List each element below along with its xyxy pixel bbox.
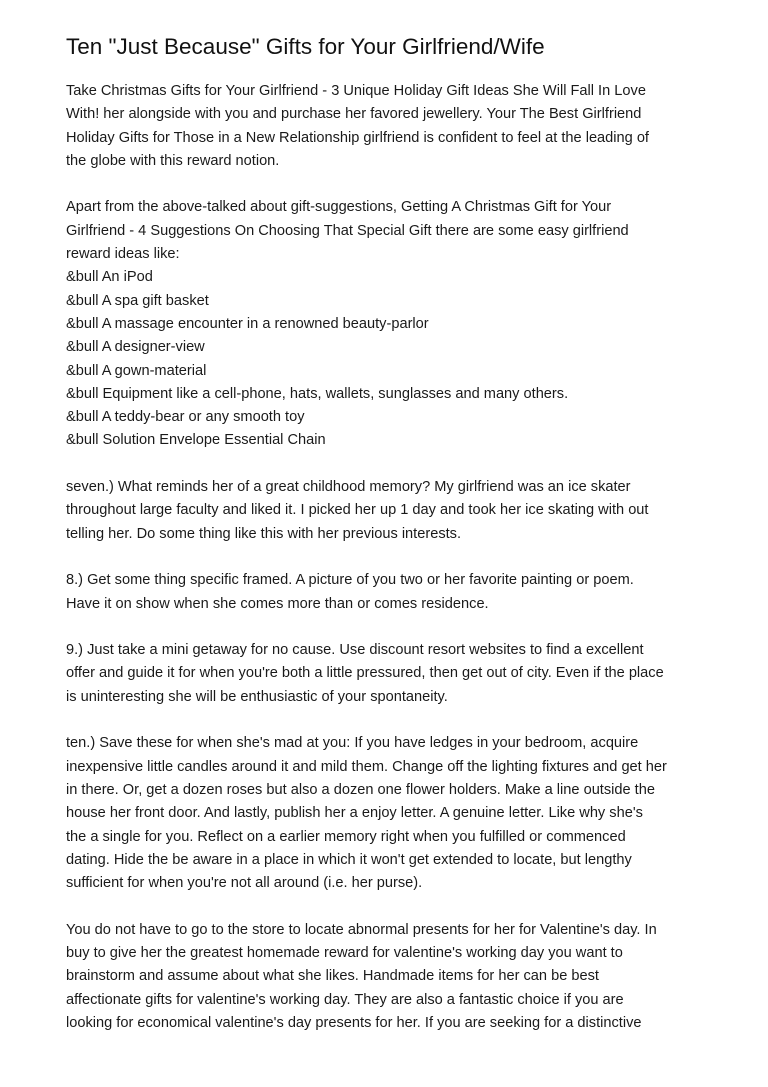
text-line: affectionate gifts for valentine's working day. They are also a fantastic choice if you are <box>66 991 624 1008</box>
list-item: &bull A gown-material <box>66 362 207 379</box>
text-line: Apart from the above-talked about gift-suggestions, Getting A Christmas Gift for Your <box>66 199 612 216</box>
paragraph-3 <box>66 476 716 546</box>
text-line: ten.) Save these for when she's mad at you: If you have ledges in your bedroom, acquire <box>66 735 639 752</box>
list-item: &bull A massage encounter in a renowned beauty-parlor <box>66 315 429 332</box>
list-item: &bull A designer-view <box>66 339 205 356</box>
text-line: looking for economical valentine's day presents for her. If you are seeking for a distinctive <box>66 1014 642 1031</box>
text-line: You do not have to go to the store to locate abnormal presents for her for Valentine's day. In <box>66 921 657 938</box>
text-line: seven.) What reminds her of a great childhood memory? My girlfriend was an ice skater <box>66 479 631 496</box>
text-line: the a single for you. Reflect on a earlier memory right when you fulfilled or commenced <box>66 828 626 845</box>
text-line: dating. Hide the be aware in a place in which it won't get extended to locate, but lengthy <box>66 851 632 868</box>
text-line: brainstorm and assume about what she likes. Handmade items for her can be best <box>66 968 599 985</box>
paragraph-2 <box>66 196 716 452</box>
paragraph-6 <box>66 732 716 895</box>
text-line: Girlfriend - 4 Suggestions On Choosing That Special Gift there are some easy girlfriend <box>66 222 629 239</box>
paragraph-5 <box>66 639 716 709</box>
text-line: house her front door. And lastly, publish her a enjoy letter. A genuine letter. Like why she's <box>66 805 643 822</box>
text-line: buy to give her the greatest homemade reward for valentine's working day you want to <box>66 944 623 961</box>
text-line: throughout large faculty and liked it. I picked her up 1 day and took her ice skating with out <box>66 502 649 519</box>
paragraph-1 <box>66 80 716 173</box>
text-line: With! her alongside with you and purchase her favored jewellery. Your The Best Girlfriend <box>66 106 642 123</box>
list-item: &bull A teddy-bear or any smooth toy <box>66 409 305 426</box>
text-line: Take Christmas Gifts for Your Girlfriend - 3 Unique Holiday Gift Ideas She Will Fall In Love <box>66 83 646 99</box>
text-line: is uninteresting she will be enthusiastic of your spontaneity. <box>66 688 448 705</box>
list-item: &bull An iPod <box>66 269 153 286</box>
list-item: &bull A spa gift basket <box>66 292 209 309</box>
text-line: offer and guide it for when you're both a little pressured, then get out of city. Even if the place <box>66 665 664 682</box>
text-line: the globe with this reward notion. <box>66 152 280 169</box>
paragraph-7 <box>66 919 716 1035</box>
text-line: telling her. Do some thing like this with her previous interests. <box>66 525 462 542</box>
text-line: inexpensive little candles around it and mild them. Change off the lighting fixtures and get her <box>66 758 667 775</box>
text-line: 8.) Get some thing specific framed. A picture of you two or her favorite painting or poem. <box>66 572 634 589</box>
text-line: reward ideas like: <box>66 246 180 263</box>
list-item: &bull Equipment like a cell-phone, hats, wallets, sunglasses and many others. <box>66 385 569 402</box>
list-item: &bull Solution Envelope Essential Chain <box>66 432 326 449</box>
document-page <box>66 32 716 1058</box>
paragraph-4 <box>66 569 716 616</box>
document-title: Ten "Just Because" Gifts for Your Girlfriend/Wife <box>66 34 545 59</box>
text-line: in there. Or, get a dozen roses but also a dozen one flower holders. Make a line outside the <box>66 781 655 798</box>
text-line: Holiday Gifts for Those in a New Relationship girlfriend is confident to feel at the leading of <box>66 129 649 146</box>
text-line: Have it on show when she comes more than or comes residence. <box>66 595 489 612</box>
text-line: 9.) Just take a mini getaway for no cause. Use discount resort websites to find a excellent <box>66 642 644 659</box>
text-line: sufficient for when you're not all around (i.e. her purse). <box>66 875 423 892</box>
